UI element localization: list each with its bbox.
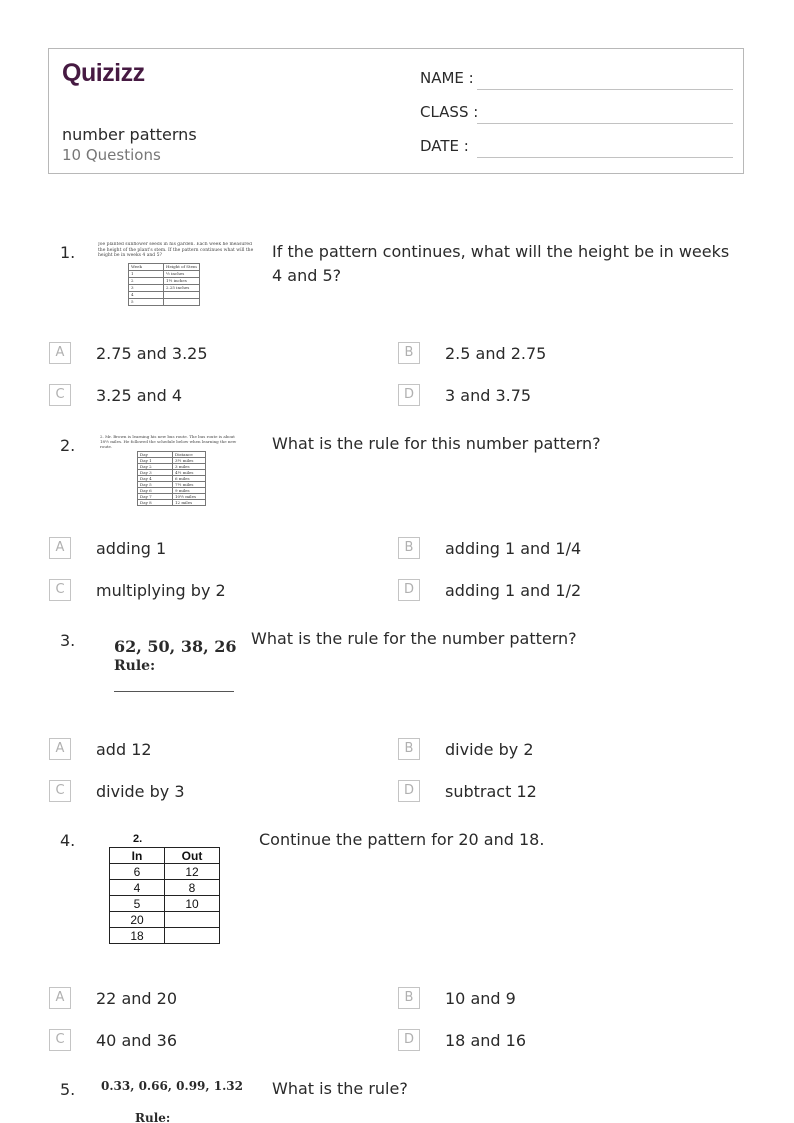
question-number: 2. (60, 436, 76, 455)
stem-height-table: Week Height of Stem 1 ½ inches 2 1½ inches 3 2.25 inches 4 5 (128, 263, 200, 306)
date-label: DATE : (420, 137, 469, 155)
option-d-letter[interactable]: D (398, 579, 420, 601)
class-line[interactable] (477, 123, 733, 124)
question-text: What is the rule for this number pattern? (272, 434, 601, 453)
bus-route-table: Day Distance Day 1 3½ miles Day 2 3 miles Day 3 4½ miles Day 4 6 miles Day 5 7½ miles Day 6 9 miles Day 7 10½ miles Day 8 12 miles (137, 451, 206, 506)
option-c-text[interactable]: 40 and 36 (96, 1031, 177, 1050)
option-a-text[interactable]: add 12 (96, 740, 152, 759)
option-b-letter[interactable]: B (398, 738, 420, 760)
option-d-text[interactable]: subtract 12 (445, 782, 537, 801)
option-b-text[interactable]: 10 and 9 (445, 989, 516, 1008)
quizizz-logo: Quizizz (62, 59, 145, 87)
option-d-letter[interactable]: D (398, 780, 420, 802)
answer-line (114, 691, 234, 692)
option-d-text[interactable]: adding 1 and 1/2 (445, 581, 582, 600)
option-b-text[interactable]: divide by 2 (445, 740, 534, 759)
question-text: If the pattern continues, what will the height be in weeks 4 and 5? (272, 242, 730, 285)
option-a-text[interactable]: 22 and 20 (96, 989, 177, 1008)
question-text: Continue the pattern for 20 and 18. (259, 830, 545, 849)
worksheet-header (48, 48, 744, 174)
option-a-letter[interactable]: A (49, 738, 71, 760)
option-d-text[interactable]: 3 and 3.75 (445, 386, 532, 405)
question-image (112, 637, 242, 697)
name-line[interactable] (477, 89, 733, 90)
option-d-text[interactable]: 18 and 16 (445, 1031, 526, 1050)
option-c-letter[interactable]: C (49, 579, 71, 601)
question-image (108, 833, 228, 953)
name-label: NAME : (420, 69, 474, 87)
option-a-text[interactable]: 2.75 and 3.25 (96, 344, 208, 363)
option-c-letter[interactable]: C (49, 780, 71, 802)
question-number: 3. (60, 631, 76, 650)
option-c-text[interactable]: 3.25 and 4 (96, 386, 183, 405)
question-text: What is the rule? (272, 1079, 408, 1098)
class-label: CLASS : (420, 103, 479, 121)
option-b-text[interactable]: 2.5 and 2.75 (445, 344, 547, 363)
option-a-text[interactable]: adding 1 (96, 539, 167, 558)
table-label: 2. (133, 833, 143, 845)
question-image (100, 434, 246, 512)
option-b-letter[interactable]: B (398, 342, 420, 364)
option-b-text[interactable]: adding 1 and 1/4 (445, 539, 582, 558)
option-a-letter[interactable]: A (49, 342, 71, 364)
image-caption: Joe planted sunflower seeds in his garden. Each week he measured the height of the plant's stem. If the pattern continues what will the height be in weeks 4 and 5? (98, 242, 254, 258)
option-a-letter[interactable]: A (49, 987, 71, 1009)
option-a-letter[interactable]: A (49, 537, 71, 559)
option-c-text[interactable]: divide by 3 (96, 782, 185, 801)
date-line[interactable] (477, 157, 733, 158)
number-sequence: 62, 50, 38, 26 (114, 637, 237, 656)
option-c-letter[interactable]: C (49, 1029, 71, 1051)
question-count: 10 Questions (62, 146, 161, 164)
worksheet-title: number patterns (62, 125, 197, 144)
question-number: 1. (60, 243, 76, 262)
option-c-letter[interactable]: C (49, 384, 71, 406)
question-image (100, 1079, 258, 1123)
number-sequence: 0.33, 0.66, 0.99, 1.32 (101, 1079, 243, 1093)
option-d-letter[interactable]: D (398, 384, 420, 406)
image-caption: 2. Mr. Brown is learning his new bus route. The bus route is about 18½ miles. He followed the schedule below when learning the new route. (100, 434, 237, 449)
question-image (98, 242, 258, 314)
question-number: 5. (60, 1080, 76, 1099)
question-number: 4. (60, 831, 76, 850)
rule-label: Rule: (135, 1111, 171, 1123)
rule-label: Rule: (114, 658, 156, 674)
question-text: What is the rule for the number pattern? (251, 629, 577, 648)
option-b-letter[interactable]: B (398, 987, 420, 1009)
option-b-letter[interactable]: B (398, 537, 420, 559)
option-c-text[interactable]: multiplying by 2 (96, 581, 226, 600)
option-d-letter[interactable]: D (398, 1029, 420, 1051)
in-out-table: In Out 6 12 4 8 5 10 20 18 (109, 847, 220, 944)
